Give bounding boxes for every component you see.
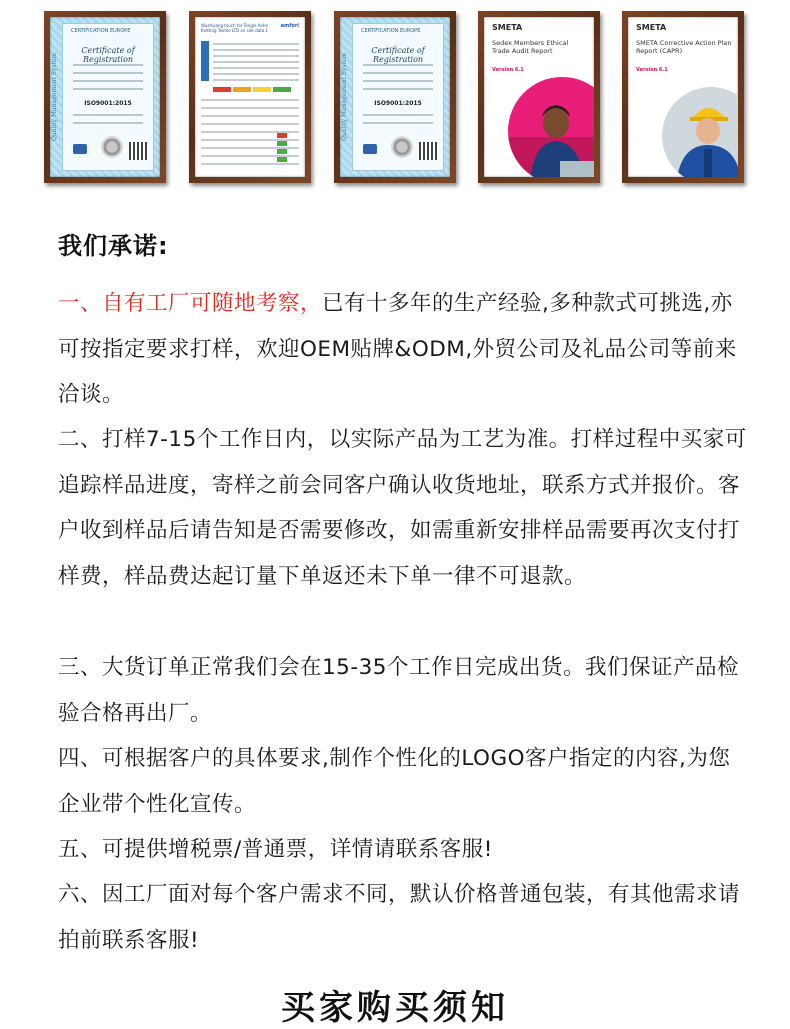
certificate-frame-5: [622, 11, 744, 183]
report-brand: amfori: [280, 23, 299, 29]
accreditation-badge-icon: [363, 144, 377, 154]
promise-heading: 我们承诺:: [58, 232, 169, 260]
engineer-photo: [662, 87, 738, 177]
certificate-frame-1: [44, 11, 166, 183]
qr-code-icon: [419, 142, 437, 160]
smeta-logo: SMETA: [636, 23, 667, 32]
promise-item-1-text: 已有十多年的生产经验,多种款式可挑选,亦可按指定要求打样，欢迎OEM贴牌&ODM,外贸公司及礼品公司等前来洽谈。: [58, 291, 737, 407]
qr-code-icon: [129, 142, 147, 160]
seal-icon: [101, 136, 123, 158]
promise-item-5: 五、可提供增税票/普通票，详情请联系客服!: [58, 837, 493, 862]
accreditation-badge-icon: [73, 144, 87, 154]
certificate-frame-4: [478, 11, 600, 183]
promise-item-6: 六、因工厂面对每个客户需求不同，默认价格普通包装，有其他需求请拍前联系客服!: [58, 882, 741, 953]
promise-item-3: 三、大货订单正常我们会在15-35个工作日完成出货。我们保证产品检验合格再出厂。: [58, 655, 739, 726]
promise-item-1: [58, 281, 748, 418]
smeta-report-title: Sedex Members Ethical Trade Audit Report: [492, 39, 569, 55]
smeta-report-title: SMETA Corrective Action Plan Report (CAPR): [636, 39, 732, 55]
smeta-version: Version 6.1: [636, 67, 668, 73]
buyer-notice-title: 买家购买须知: [281, 988, 509, 1028]
promise-item-2: 二、打样7-15个工作日内，以实际产品为工艺为准。打样过程中买家可追踪样品进度，寄样之前会同客户确认收货地址，联系方式并报价。客户收到样品后请告知是否需要修改，如需重新安排样品需要再次支付打样费，样品费达起订量下单返还未下单一律不可退款。: [58, 427, 747, 589]
seal-icon: [391, 136, 413, 158]
report-title: Wuzhiyang touch for Tongle Anhe Knitting Textile LTD on site data 1: [201, 23, 268, 33]
smeta-logo: SMETA: [492, 23, 523, 32]
certificate-frame-3: [334, 11, 456, 183]
certificate-side-text: Quality Management System: [341, 52, 348, 142]
worker-photo: [508, 77, 594, 177]
certificate-title: Certificate of Registration: [81, 46, 135, 64]
certificate-gallery: [0, 8, 790, 188]
smeta-version: Version 6.1: [492, 67, 524, 73]
promise-item-4: 四、可根据客户的具体要求,制作个性化的LOGO客户指定的内容,为您企业带个性化宣传。: [58, 746, 731, 817]
certificate-side-text: Quality Management System: [51, 52, 58, 142]
certificate-brand: CERTIFICATION EUROPE: [361, 28, 421, 34]
certificate-brand: CERTIFICATION EUROPE: [71, 28, 131, 34]
certificate-standard: ISO9001:2015: [374, 100, 422, 107]
certificate-frame-2: [189, 11, 311, 183]
promise-item-1-highlight: 一、自有工厂可随地考察，: [58, 291, 323, 316]
certificate-title: Certificate of Registration: [371, 46, 425, 64]
certificate-standard: ISO9001:2015: [84, 100, 132, 107]
